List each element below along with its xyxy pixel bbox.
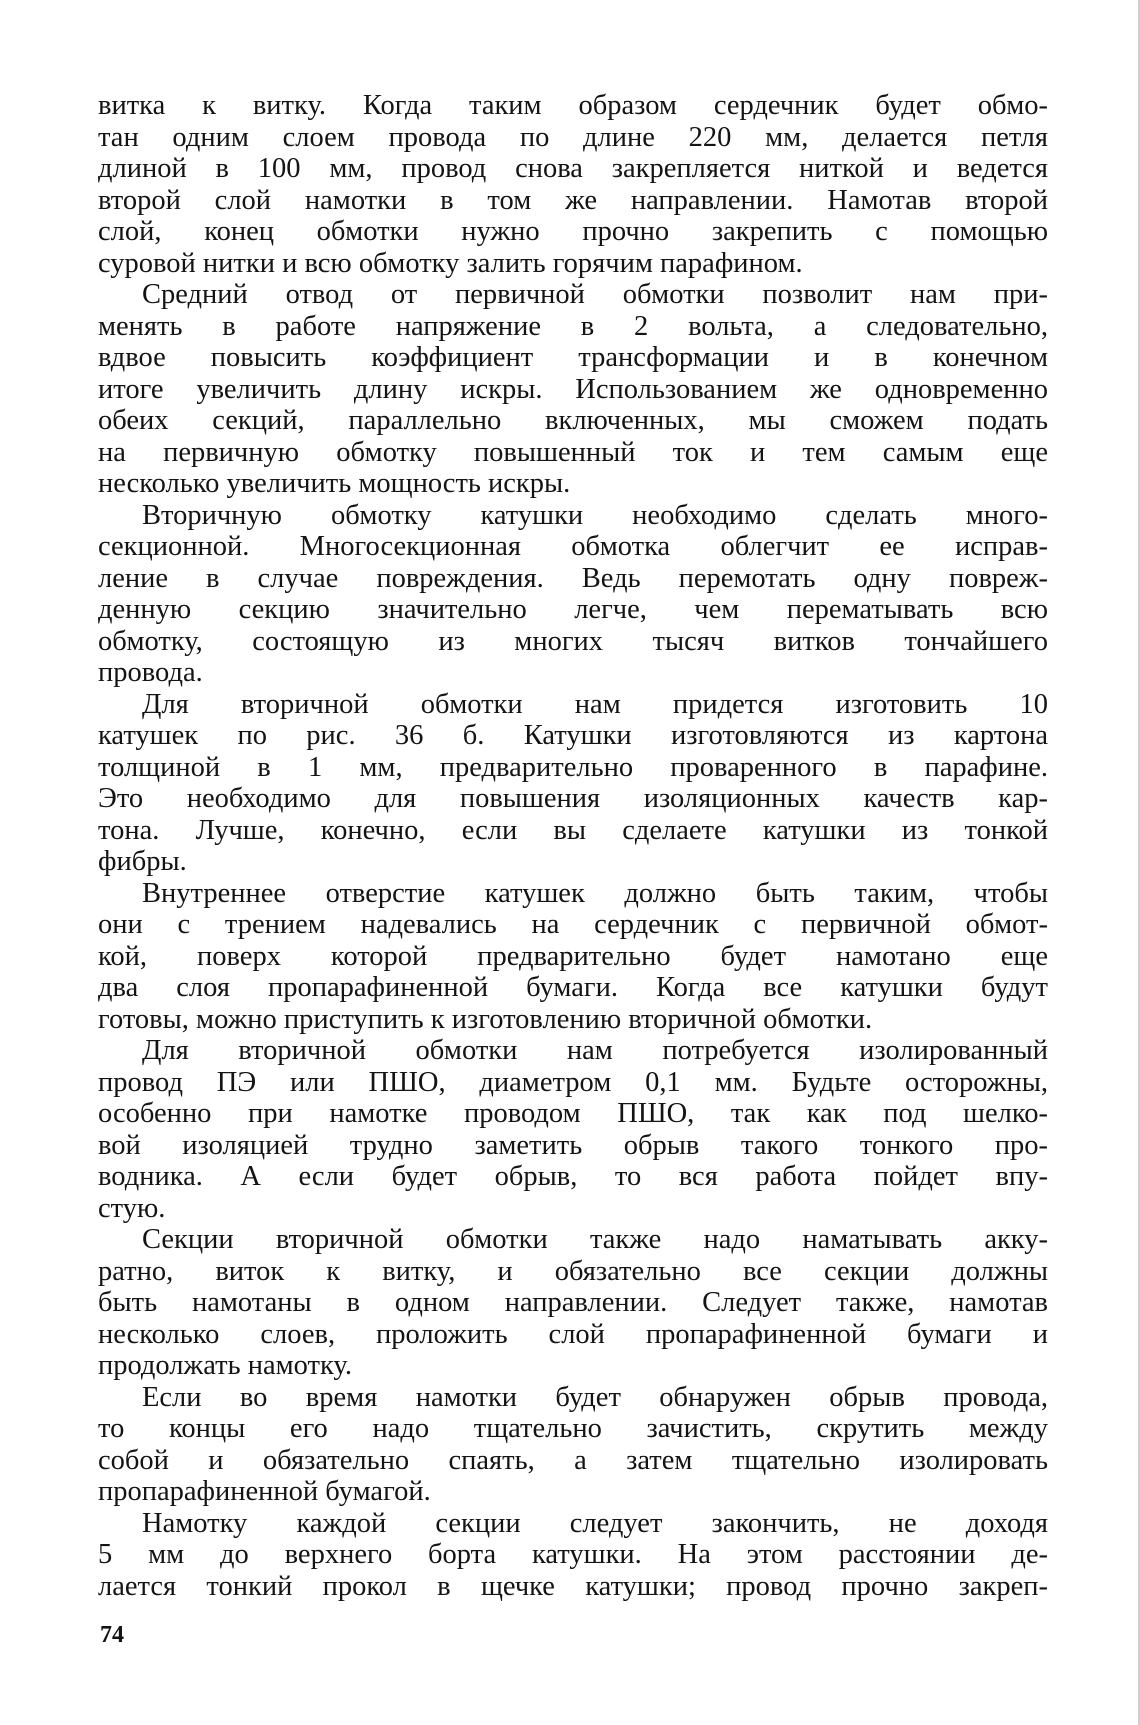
text-line: 5 мм до верхнего борта катушки. На этом расстоянии де- [98, 1539, 1048, 1570]
text-line: то концы его надо тщательно зачистить, скрутить между [98, 1413, 1048, 1444]
text-line: тан одним слоем провода по длине 220 мм, делается петля [98, 121, 1048, 153]
paragraph [98, 500, 1048, 689]
text-line: несколько слоев, проложить слой пропарафиненной бумаги и [98, 1318, 1048, 1350]
text-line: продолжать намотку. [98, 1350, 352, 1381]
text-line: Если во время намотки будет обнаружен обрыв провода, [142, 1381, 1048, 1413]
text-column [98, 90, 1048, 1602]
text-line: Это необходимо для повышения изоляционных качеств кар- [98, 783, 1048, 814]
text-line: второй слой намотки в том же направлении. Намотав второй [98, 184, 1048, 216]
text-line: провода. [98, 657, 203, 688]
text-line: провод ПЭ или ПШО, диаметром 0,1 мм. Будьте осторожны, [98, 1066, 1048, 1098]
text-line: толщиной в 1 мм, предварительно проваренного в парафине. [98, 751, 1048, 783]
text-line: вдвое повысить коэффициент трансформации и в конечном [98, 342, 1048, 373]
paragraph [98, 1224, 1048, 1382]
text-line: Внутреннее отверстие катушек должно быть таким, чтобы [142, 877, 1048, 909]
text-line: Вторичную обмотку катушки необходимо сделать много- [142, 499, 1048, 531]
text-line: длиной в 100 мм, провод снова закрепляется ниткой и ведется [98, 153, 1048, 184]
text-line: кой, поверх которой предварительно будет намотано еще [98, 940, 1048, 972]
text-line: денную секцию значительно легче, чем перематывать всю [98, 594, 1048, 625]
text-line: два слоя пропарафиненной бумаги. Когда все катушки будут [98, 972, 1048, 1003]
text-line: итоге увеличить длину искры. Использованием же одновременно [98, 373, 1048, 405]
text-line: готовы, можно приступить к изготовлению вторичной обмотки. [98, 1003, 873, 1035]
text-line: несколько увеличить мощность искры. [98, 468, 571, 499]
text-line: собой и обязательно спаять, а затем тщательно изолировать [98, 1444, 1048, 1476]
text-line: ление в случае повреждения. Ведь перемотать одну повреж- [98, 562, 1048, 594]
text-line: катушек по рис. 36 б. Катушки изготовляются из картона [98, 720, 1048, 751]
paragraph [98, 878, 1048, 1036]
text-line: Секции вторичной обмотки также надо наматывать акку- [142, 1224, 1048, 1255]
text-line: слой, конец обмотки нужно прочно закрепить с помощью [98, 216, 1048, 247]
text-line: секционной. Многосекционная обмотка облегчит ее исправ- [98, 531, 1048, 562]
page-number: 74 [100, 1622, 124, 1648]
text-line: тона. Лучше, конечно, если вы сделаете катушки из тонкой [98, 814, 1048, 846]
text-line: вой изоляцией трудно заметить обрыв такого тонкого про- [98, 1129, 1048, 1161]
paragraph [98, 90, 1048, 279]
text-line: лается тонкий прокол в щечке катушки; провод прочно закреп- [98, 1570, 1048, 1602]
text-line: пропарафиненной бумагой. [98, 1476, 431, 1507]
text-line: особенно при намотке проводом ПШО, так как под шелко- [98, 1098, 1048, 1129]
paragraph [98, 279, 1048, 500]
paragraph [98, 1508, 1048, 1603]
text-line: они с трением надевались на сердечник с первичной обмот- [98, 909, 1048, 940]
text-line: обеих секций, параллельно включенных, мы сможем подать [98, 405, 1048, 436]
paragraph [98, 1035, 1048, 1224]
text-line: обмотку, состоящую из многих тысяч витков тончайшего [98, 625, 1048, 657]
text-line: Намотку каждой секции следует закончить, не доходя [142, 1507, 1048, 1539]
text-line: стую. [98, 1192, 166, 1224]
text-line: Для вторичной обмотки нам потребуется изолированный [142, 1035, 1048, 1066]
text-line: менять в работе напряжение в 2 вольта, а следовательно, [98, 310, 1048, 342]
text-line: на первичную обмотку повышенный ток и тем самым еще [98, 436, 1048, 468]
text-line: Для вторичной обмотки нам придется изготовить 10 [142, 688, 1048, 720]
text-line: суровой нитки и всю обмотку залить горячим парафином. [98, 247, 803, 279]
paragraph [98, 689, 1048, 878]
text-line: быть намотаны в одном направлении. Следует также, намотав [98, 1287, 1048, 1318]
text-line: Средний отвод от первичной обмотки позволит нам при- [142, 279, 1048, 310]
paragraph [98, 1382, 1048, 1508]
text-line: витка к витку. Когда таким образом сердечник будет обмо- [98, 90, 1048, 121]
text-line: фибры. [98, 846, 187, 877]
text-line: ратно, виток к витку, и обязательно все секции должны [98, 1255, 1048, 1287]
text-line: водника. А если будет обрыв, то вся работа пойдет впу- [98, 1161, 1048, 1192]
